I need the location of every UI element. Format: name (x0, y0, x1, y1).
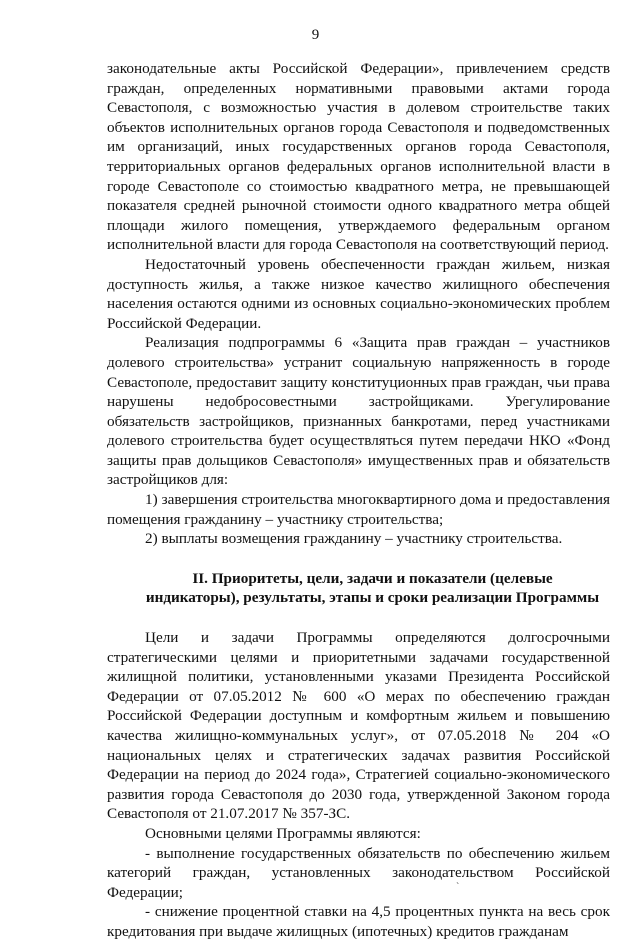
section-heading-line-2: индикаторы), результаты, этапы и сроки реализации Программы (145, 589, 600, 607)
paragraph-housing-problem: Недостаточный уровень обеспеченности граждан жильем, низкая доступность жилья, а также низкое качество жилищного обеспечения населения остаются одними из основных социально-экономических проблем Российской Федерации. (107, 255, 610, 332)
list-item-2: 2) выплаты возмещения гражданину – участнику строительства. (145, 530, 563, 548)
goal-item-2: - снижение процентной ставки на 4,5 процентных пункта на весь срок кредитования при выдаче жилищных (ипотечных) кредитов гражданам (107, 903, 610, 940)
document-body (107, 59, 610, 942)
list-item-1: 1) завершения строительства многоквартирного дома и предоставления помещения гражданину – участнику строительства; (107, 491, 610, 528)
section-heading (107, 569, 610, 608)
paragraph-main-goals-intro: Основными целями Программы являются: (145, 824, 421, 842)
footer-mark: ` (456, 882, 460, 893)
page-number: 9 (311, 27, 320, 43)
paragraph-goals-and-tasks: Цели и задачи Программы определяются долгосрочными стратегическими целями и приоритетными задачами государственной жилищной политики, установленными указами Президента Российской Федерации от 07.05.2012 № 600 «О мерах по обеспечению граждан Российской Федерации доступным и комфортным жильем и повышению качества жилищно-коммунальных услуг», от 07.05.2018 № 204 «О национальных целях и стратегических задачах развития Российской Федерации на период до 2024 года», Стратегией социально-экономического развития города Севастополя до 2030 года, утвержденной Законом города Севастополя от 21.07.2017 № 357-ЗС. (107, 629, 610, 823)
goal-item-1: - выполнение государственных обязательств по обеспечению жильем категорий граждан, установленных законодательством Российской Федерации; (107, 844, 610, 901)
section-heading-line-1: II. Приоритеты, цели, задачи и показатели (целевые (192, 569, 553, 587)
paragraph-continuation: законодательные акты Российской Федерации», привлечением средств граждан, определенных нормативными правовыми актами города Севастополя, с возможностью участия в долевом строительстве таких объектов исполнительных органов города Севастополя и подведомственных им организаций, иных государственных органов города Севастополя, территориальных органов федеральных органов исполнительной власти в городе Севастополе со стоимостью квадратного метра, не превышающей показателя средней рыночной стоимости одного квадратного метра общей площади жилого помещения, утверждаемого федеральным органом исполнительной власти для города Севастополя на соответствующий период. (107, 60, 610, 254)
paragraph-subprogram-6: Реализация подпрограммы 6 «Защита прав граждан – участников долевого строительства» устранит социальную напряженность в городе Севастополе, предоставит защиту конституционных прав граждан, чьи права нарушены недобросовестными застройщиками. Урегулирование обязательств застройщиков, признанных банкротами, перед участниками долевого строительства будет осуществляться путем передачи НКО «Фонд защиты прав дольщиков Севастополя» имущественных прав и обязательств застройщиков для: (107, 334, 610, 489)
